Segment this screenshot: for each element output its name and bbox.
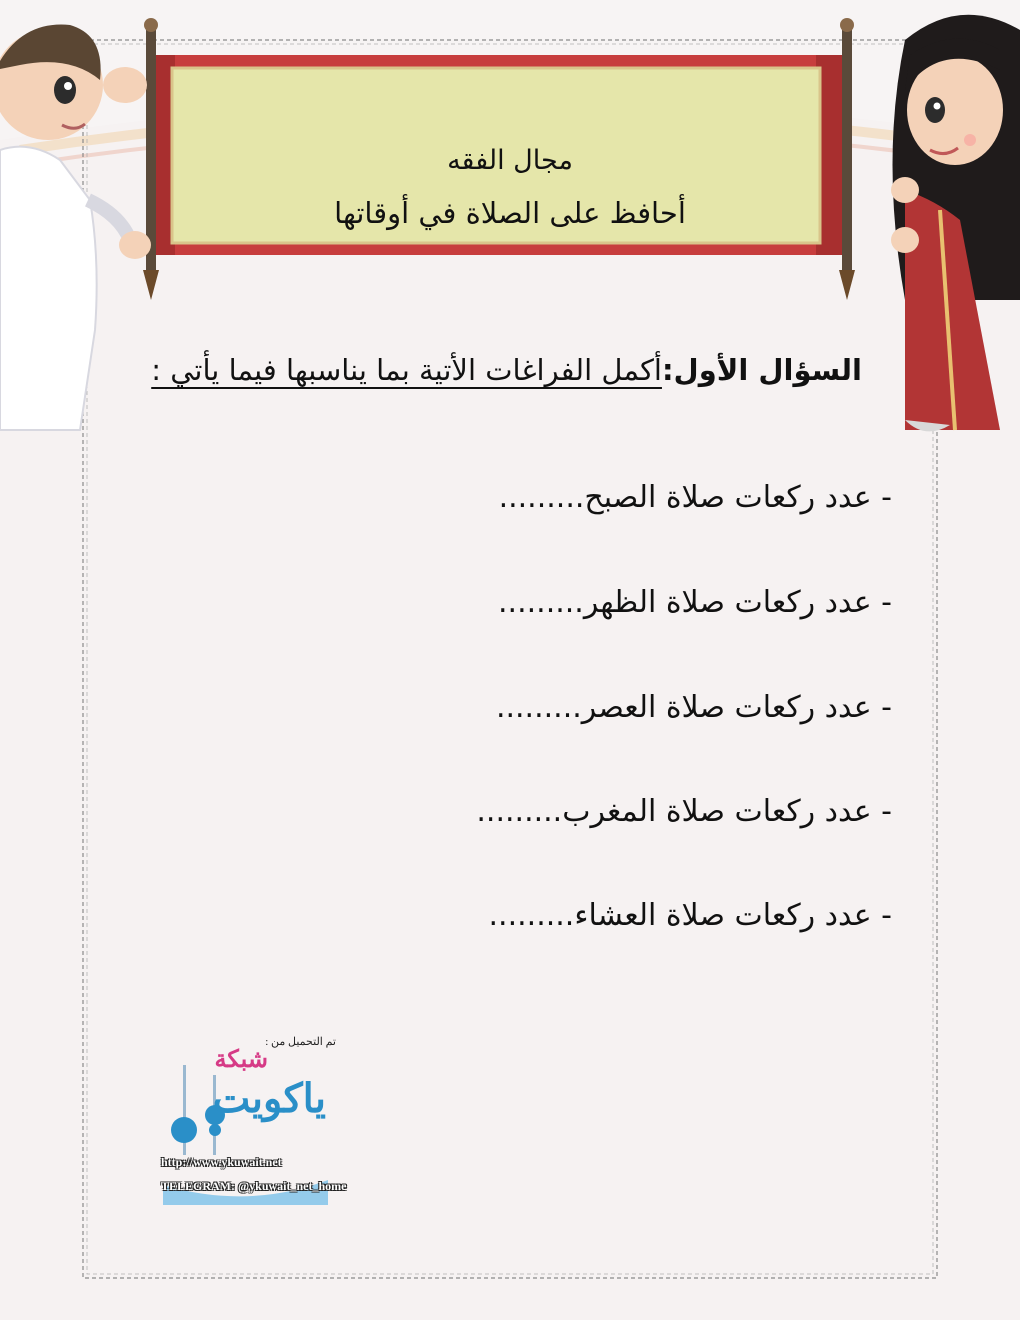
ykuwait-logo [158,1035,347,1210]
question-label: السؤال الأول: [661,353,862,387]
fill-blank-item: - عدد ركعات صلاة المغرب......... [476,794,892,829]
question-instruction: أكمل الفراغات الأتية بما يناسبها فيما يأتي : [151,353,662,387]
logo-url: http://www.ykuwait.net [161,1155,282,1169]
logo-word-ykuwait: ياكويت [212,1076,326,1121]
subject-heading: مجال الفقه [447,145,573,176]
fill-blank-item: - عدد ركعات صلاة الصبح......... [498,480,892,515]
logo-word-network: شبكة [214,1047,268,1073]
fill-blank-item: - عدد ركعات صلاة العصر......... [495,690,892,725]
logo-caption: تم التحميل من : [265,1036,336,1048]
fill-blank-item: - عدد ركعات صلاة الظهر......... [498,585,892,620]
question-heading [151,353,862,387]
logo-telegram: TELEGRAM: @ykuwait_net_home [161,1179,347,1193]
fill-blank-item: - عدد ركعات صلاة العشاء......... [488,898,892,933]
lesson-title: أحافظ على الصلاة في أوقاتها [334,196,686,230]
